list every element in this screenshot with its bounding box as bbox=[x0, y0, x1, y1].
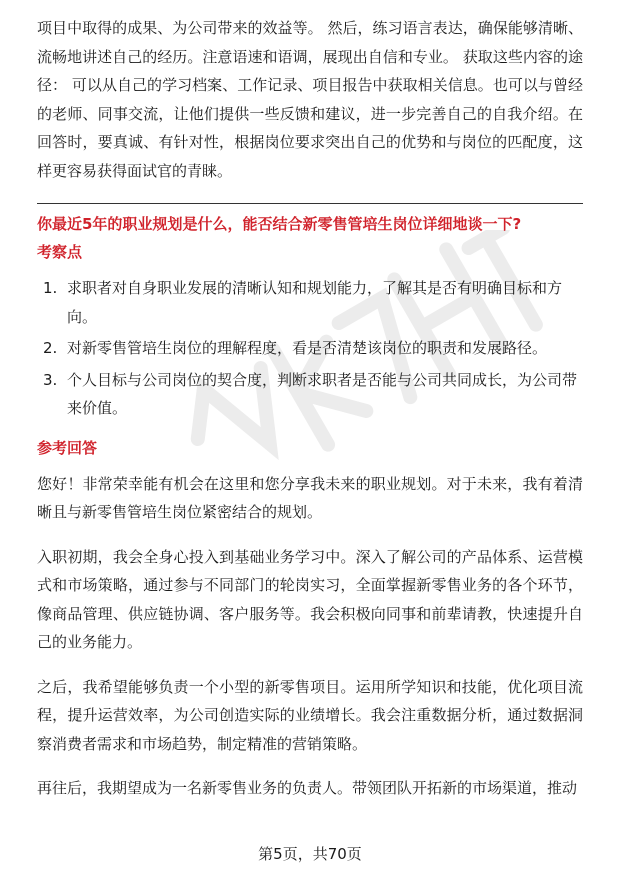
exam-point-item bbox=[37, 274, 583, 331]
exam-point-text: 对新零售管培生岗位的理解程度，看是否清楚该岗位的职责和发展路径。 bbox=[67, 339, 548, 357]
question-heading: 你最近5年的职业规划是什么，能否结合新零售管培生岗位详细地谈一下? bbox=[37, 215, 522, 233]
section-divider bbox=[37, 203, 583, 204]
exam-point-text: 个人目标与公司岗位的契合度，判断求职者是否能与公司共同成长，为公司带来价值。 bbox=[67, 370, 578, 417]
exam-point-number: 2. bbox=[43, 339, 58, 357]
exam-points-label: 考察点 bbox=[37, 243, 83, 261]
exam-point-number: 3. bbox=[43, 370, 58, 389]
exam-point-item bbox=[37, 366, 583, 423]
reference-answer-label: 参考回答 bbox=[37, 438, 98, 457]
document-content bbox=[37, 14, 583, 803]
answer-paragraph: 您好！非常荣幸能有机会在这里和您分享我未来的职业规划。对于未来，我有着清晰且与新零售管培生岗位紧密结合的规划。 bbox=[37, 474, 583, 521]
exam-point-item bbox=[37, 334, 583, 363]
exam-point-text: 求职者对自身职业发展的清晰认知和规划能力，了解其是否有明确目标和方向。 bbox=[67, 279, 563, 326]
intro-paragraph: 项目中取得的成果、为公司带来的效益等。 然后，练习语言表达，确保能够清晰、流畅地讲述自己的经历。注意语速和语调，展现出自信和专业。 获取这些内容的途径： 可以从自己的学习档案、工作记录、项目报告中获取相关信息。也可以与曾经的老师、同事交流，让他们提供一些反馈和建议，进一步完善自己的自我介绍。在回答时，要真诚、有针对性，根据岗位要求突出自己的优势和与岗位的匹配度，这样更容易获得面试官的青睐。 bbox=[37, 19, 583, 180]
answer-paragraph: 之后，我希望能够负责一个小型的新零售项目。运用所学知识和技能，优化项目流程，提升运营效率，为公司创造实际的业绩增长。我会注重数据分析，通过数据洞察消费者需求和市场趋势，制定精准的营销策略。 bbox=[37, 677, 583, 753]
answer-paragraph: 再往后，我期望成为一名新零售业务的负责人。带领团队开拓新的市场渠道，推动 bbox=[37, 779, 578, 797]
answer-paragraph: 入职初期，我会全身心投入到基础业务学习中。深入了解公司的产品体系、运营模式和市场策略，通过参与不同部门的轮岗实习，全面掌握新零售业务的各个环节，像商品管理、供应链协调、客户服务等。我会积极向同事和前辈请教，快速提升自己的业务能力。 bbox=[37, 547, 583, 651]
exam-point-number: 1. bbox=[43, 279, 58, 297]
page-footer: 第5页，共70页 bbox=[258, 845, 362, 863]
exam-points-list bbox=[37, 274, 583, 423]
